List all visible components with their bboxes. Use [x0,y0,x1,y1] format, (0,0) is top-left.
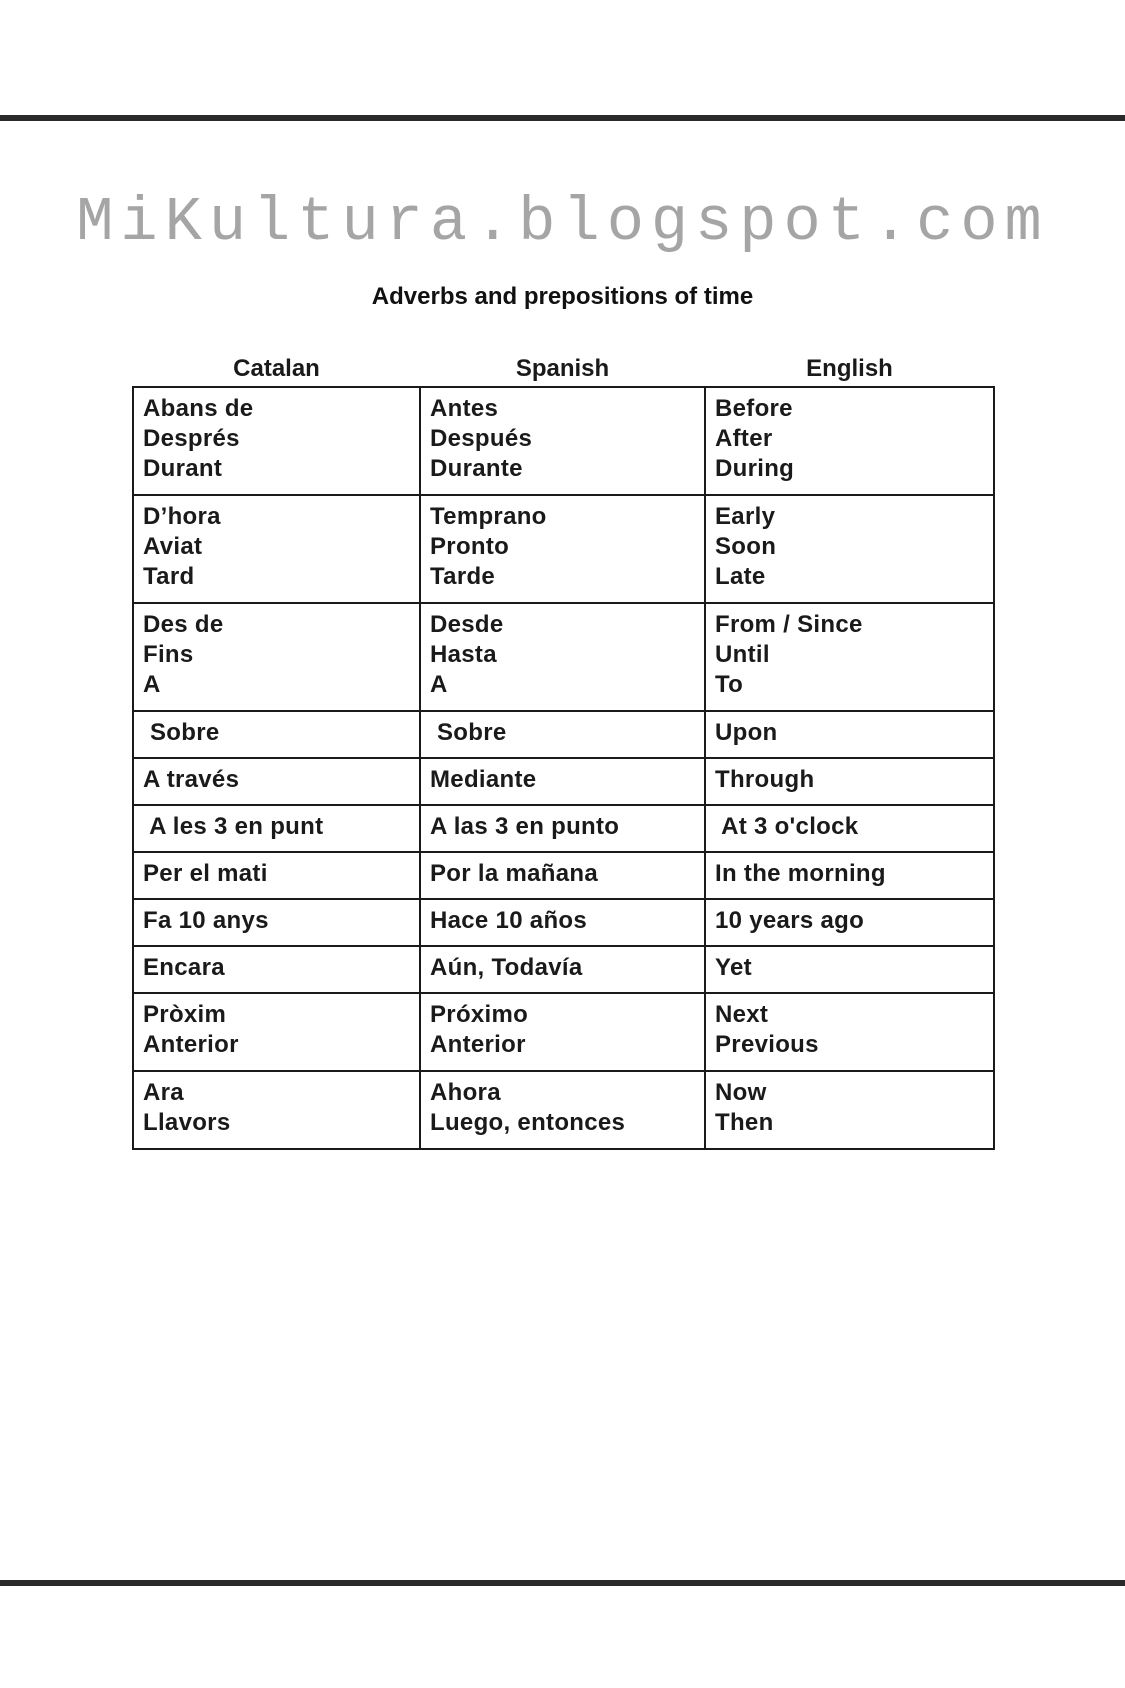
cell-line: Després [143,425,240,452]
cell-line: Durant [143,455,223,482]
cell-line: Before [715,395,793,422]
cell-spanish [420,993,705,1071]
cell-english [705,899,994,946]
cell-line: Upon [715,719,778,746]
cell-spanish [420,387,705,495]
document-title: Adverbs and prepositions of time [371,283,754,310]
cell-line: A [143,671,161,698]
cell-spanish [420,852,705,899]
cell-line: Late [715,563,766,590]
cell-line: A través [143,766,240,793]
top-divider [0,115,1125,121]
cell-catalan [133,387,420,495]
cell-spanish [420,1071,705,1149]
cell-line: Pròxim [143,1001,227,1028]
cell-line: Then [715,1109,774,1136]
table-row [133,603,994,711]
cell-line: Soon [715,533,777,560]
cell-line: Temprano [430,503,547,530]
cell-line: Antes [430,395,499,422]
cell-english [705,1071,994,1149]
cell-spanish [420,495,705,603]
table-row [133,711,994,758]
cell-line: A les 3 en punt [143,813,324,840]
cell-line: Until [715,641,770,668]
column-header-english: English [806,355,893,382]
table-row [133,387,994,495]
table-body [133,387,994,1149]
cell-spanish [420,946,705,993]
cell-line: Aviat [143,533,203,560]
cell-line: Durante [430,455,523,482]
cell-english [705,852,994,899]
site-watermark-title: MiKultura.blogspot.com [76,187,1049,258]
cell-english [705,495,994,603]
cell-line: Mediante [430,766,537,793]
table-row [133,993,994,1071]
cell-line: Ara [143,1079,184,1106]
cell-line: Anterior [143,1031,239,1058]
cell-line: After [715,425,773,452]
cell-line: Después [430,425,533,452]
table-row [133,495,994,603]
cell-line: In the morning [715,860,886,887]
cell-english [705,387,994,495]
cell-english [705,805,994,852]
cell-line: Sobre [430,719,507,746]
cell-catalan [133,495,420,603]
cell-line: Sobre [143,719,220,746]
table-header-row [133,348,994,387]
cell-line: Per el mati [143,860,268,887]
cell-line: Tard [143,563,195,590]
cell-line: A las 3 en punto [430,813,620,840]
cell-line: To [715,671,744,698]
cell-line: D’hora [143,503,221,530]
cell-line: Hace 10 años [430,907,588,934]
bottom-divider [0,1580,1125,1586]
cell-line: Previous [715,1031,819,1058]
cell-catalan [133,711,420,758]
cell-line: Abans de [143,395,254,422]
cell-line: Por la mañana [430,860,598,887]
cell-line: Pronto [430,533,510,560]
cell-catalan [133,805,420,852]
table-row [133,946,994,993]
cell-line: Encara [143,954,225,981]
cell-line: Yet [715,954,752,981]
cell-line: A [430,671,448,698]
cell-line: Des de [143,611,224,638]
cell-english [705,711,994,758]
cell-line: Anterior [430,1031,526,1058]
table-row [133,805,994,852]
table-row [133,1071,994,1149]
column-header-catalan: Catalan [233,355,320,382]
cell-line: Tarde [430,563,496,590]
cell-line: Next [715,1001,769,1028]
cell-spanish [420,603,705,711]
cell-catalan [133,852,420,899]
cell-catalan [133,1071,420,1149]
cell-line: Próximo [430,1001,529,1028]
cell-line: Through [715,766,815,793]
cell-spanish [420,711,705,758]
cell-line: Llavors [143,1109,231,1136]
cell-english [705,946,994,993]
cell-english [705,758,994,805]
cell-english [705,603,994,711]
cell-spanish [420,899,705,946]
cell-line: 10 years ago [715,907,865,934]
column-header-spanish: Spanish [515,355,610,382]
vocabulary-table [132,348,995,1150]
cell-spanish [420,758,705,805]
table-row [133,758,994,805]
cell-line: Aún, Todavía [430,954,583,981]
cell-line: Now [715,1079,767,1106]
cell-catalan [133,946,420,993]
cell-line: Early [715,503,776,530]
cell-line: Fa 10 anys [143,907,269,934]
cell-line: Luego, entonces [430,1109,626,1136]
cell-line: During [715,455,795,482]
cell-line: Ahora [430,1079,501,1106]
cell-line: Fins [143,641,194,668]
cell-catalan [133,758,420,805]
table-row [133,852,994,899]
table-row [133,899,994,946]
cell-catalan [133,899,420,946]
cell-spanish [420,805,705,852]
cell-line: At 3 o'clock [715,813,859,840]
cell-catalan [133,603,420,711]
cell-english [705,993,994,1071]
cell-line: Hasta [430,641,497,668]
cell-line: From / Since [715,611,863,638]
cell-line: Desde [430,611,504,638]
cell-catalan [133,993,420,1071]
